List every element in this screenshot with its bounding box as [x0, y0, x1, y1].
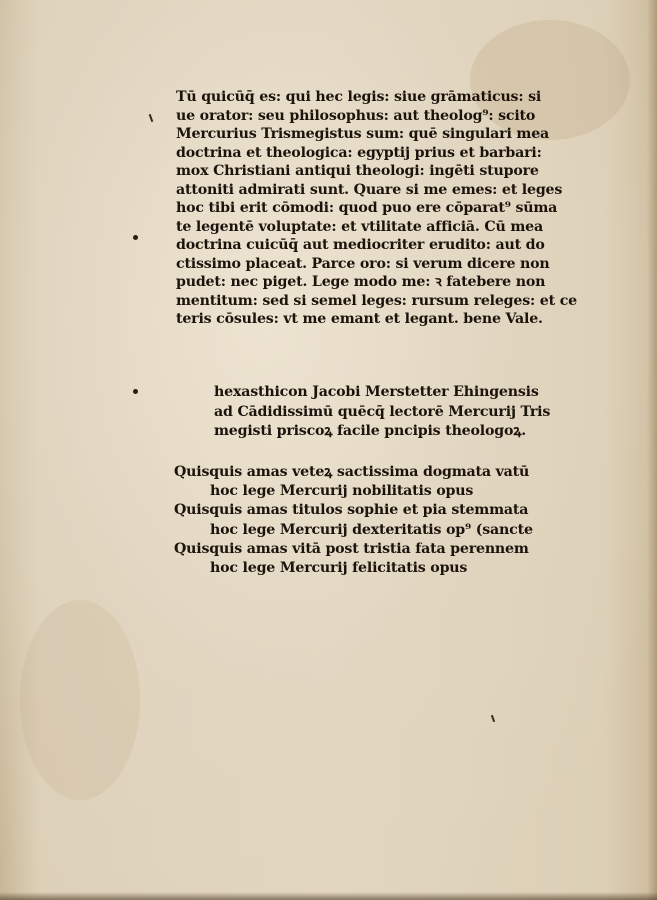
page-bottom-shadow	[0, 892, 657, 900]
preface-line: pudet: nec piget. Lege modo me: ꝛ fatebere non	[176, 274, 546, 290]
verse-line: hoc lege Mercurij dexteritatis op⁹ (sancte	[210, 521, 533, 538]
margin-dot	[133, 235, 138, 240]
preface-line: attoniti admirati sunt. Quare si me emes: et leges	[176, 181, 563, 198]
verse-line: hoc lege Mercurij felicitatis opus	[210, 560, 468, 577]
preface-line: doctrina et theologica: egyptij prius et barbari:	[176, 144, 542, 161]
preface-line: Tū quicūq̄ es: qui hec legis: siue grāmaticus: si	[176, 89, 542, 105]
preface-line: mentitum: sed si semel leges: rursum releges: et ce	[176, 292, 577, 309]
preface-line: doctrina cuicūq̄ aut mediocriter erudito: aut do	[176, 237, 545, 253]
margin-dot	[133, 389, 138, 394]
preface-paragraph	[176, 88, 596, 329]
verse-line: hoc lege Mercurij nobilitatis opus	[210, 483, 474, 500]
verse-line: Quisquis amas titulos sophie et pia stemmata	[174, 502, 529, 519]
verse-line: Quisquis amas vitā post tristia fata perennem	[174, 540, 529, 557]
heading-line: megisti priscoꝝ facile pncipis theologoꝝ.	[214, 423, 526, 439]
page-edge-shadow	[647, 0, 657, 900]
heading-line: hexasthicon Jacobi Merstetter Ehingensis	[214, 384, 539, 400]
preface-line: ue orator: seu philosophus: aut theolog⁹: scito	[176, 107, 536, 124]
preface-line: teris cōsules: vt me emant et legant. bene Vale.	[176, 311, 543, 327]
hexastichon-verses	[174, 463, 594, 578]
preface-line: ctissimo placeat. Parce oro: si verum dicere non	[176, 255, 550, 272]
preface-line: te legentē voluptate: et vtilitate afficiā. Cū mea	[176, 218, 543, 235]
preface-line: mox Christiani antiqui theologi: ingēti stupore	[176, 163, 539, 179]
preface-line: Mercurius Trismegistus sum: quē singulari mea	[176, 126, 550, 142]
hexastichon-heading	[214, 383, 594, 442]
heading-line: ad Cādidissimū quēcq̄ lectorē Mercurij Tris	[214, 403, 551, 420]
margin-mark	[149, 114, 154, 122]
margin-mark	[491, 715, 495, 722]
paper-stain	[20, 600, 140, 800]
verse-line: Quisquis amas veteꝝ sactissima dogmata vatū	[174, 464, 530, 480]
preface-line: hoc tibi erit cōmodi: quod puo ere cōparat⁹ sūma	[176, 200, 558, 216]
